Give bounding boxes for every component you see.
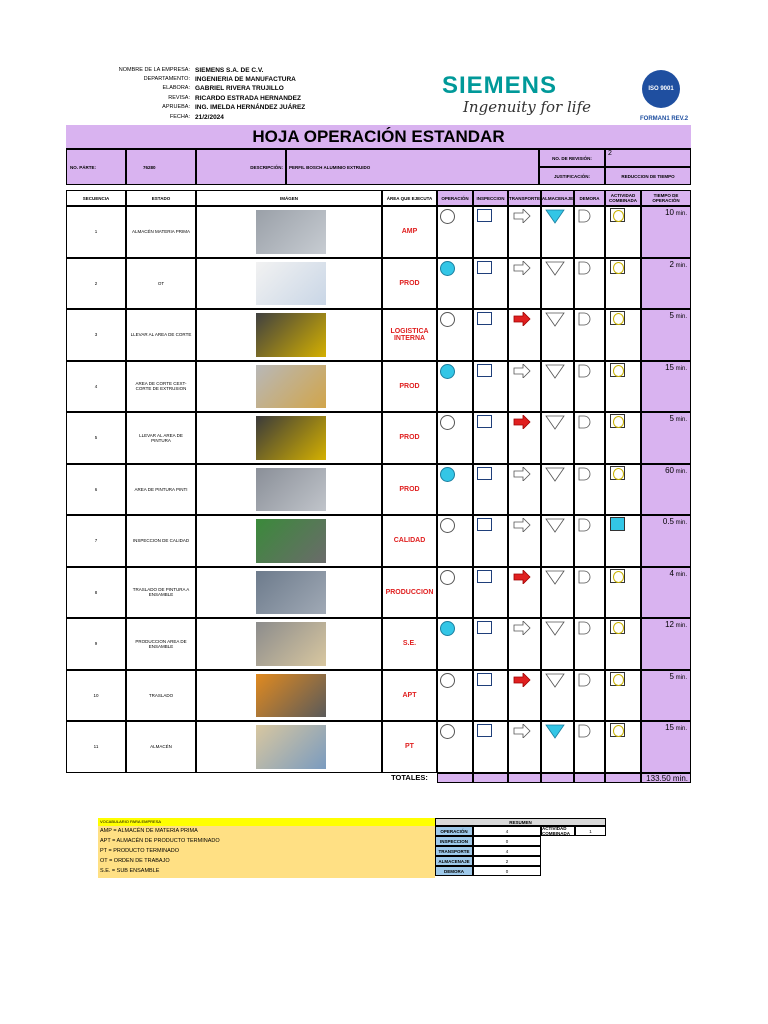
time-value: 5 [669, 671, 674, 681]
iso-badge-icon: ISO 9001 [642, 70, 680, 108]
combined-activity-icon [610, 672, 625, 686]
time-value: 0.5 [662, 517, 674, 526]
operation-circle-icon [440, 312, 455, 327]
summary-act-value: 1 [575, 826, 606, 836]
storage-triangle-icon [545, 261, 565, 276]
time-unit: min. [673, 623, 687, 629]
delay-d-icon [578, 724, 592, 738]
time-unit: min. [673, 211, 687, 217]
summary-value: 2 [473, 856, 541, 866]
page-title: HOJA OPERACIÓN ESTANDAR [66, 125, 691, 149]
summary-value: 4 [473, 846, 541, 856]
combined-activity-icon [610, 620, 625, 634]
area-text: PROD [399, 434, 420, 442]
storage-triangle-icon [545, 570, 565, 585]
time-value: 12 [665, 620, 674, 629]
estado-text: OT [157, 280, 165, 286]
inspection-square-icon [477, 621, 492, 634]
operation-image [256, 365, 326, 409]
combined-activity-icon [610, 517, 625, 531]
operation-time [643, 311, 687, 323]
time-unit: min. [673, 520, 687, 526]
combined-activity-inner [613, 725, 624, 737]
operation-image [256, 262, 326, 306]
aprueba-label: APRUEBA: [162, 104, 190, 110]
transport-arrow-icon [513, 364, 531, 378]
combined-activity-icon [610, 466, 625, 480]
time-value: 5 [669, 414, 674, 423]
time-unit: min. [673, 468, 687, 475]
delay-d-icon [578, 518, 592, 532]
storage-triangle-icon [545, 364, 565, 379]
summary-label: TRANSPORTE [435, 846, 473, 856]
elabora-value: GABRIEL RIVERA TRUJILLO [195, 85, 284, 92]
inspection-square-icon [477, 364, 492, 377]
column-header: TRANSPORTE [508, 190, 541, 206]
storage-triangle-icon [545, 467, 565, 482]
column-header: ACTIVIDAD COMBINADA [605, 190, 641, 206]
operation-circle-icon [440, 724, 455, 739]
no-parte-label: NO. PÁRTE: [66, 149, 126, 185]
totals-number: 133.50 [646, 773, 673, 783]
no-parte-value: 76280 [126, 149, 196, 185]
estado-text: TRASLADO DE PINTURA A ENSAMBLE [132, 587, 190, 598]
sequence-number: 8 [94, 589, 98, 595]
inspection-square-icon [477, 518, 492, 531]
fecha-value: 21/2/2024 [195, 114, 224, 121]
inspection-square-icon [477, 415, 492, 428]
operation-time [643, 414, 687, 426]
form-code: FORMAN1 REV.2 [640, 116, 689, 122]
storage-triangle-icon [545, 312, 565, 327]
inspection-square-icon [477, 467, 492, 480]
summary-heading: RESUMEN [435, 818, 606, 826]
combined-activity-inner [613, 468, 624, 480]
operation-image [256, 468, 326, 512]
time-unit: min. [673, 262, 687, 269]
delay-d-icon [578, 621, 592, 635]
estado-text: ALMACÉN [150, 744, 172, 750]
estado-text: LLEVAR AL AREA DE CORTE [130, 332, 192, 338]
delay-d-icon [578, 312, 592, 326]
totals-cell [574, 773, 605, 783]
sequence-number: 2 [94, 280, 98, 286]
operation-circle-icon [440, 673, 455, 688]
delay-d-icon [578, 415, 592, 429]
sequence-number: 11 [93, 744, 99, 750]
company-label: NOMBRE DE LA EMPRESA: [118, 67, 190, 73]
area-text: AMP [401, 228, 418, 236]
fecha-label: FECHA: [169, 114, 190, 120]
column-header: SECUENCIA [66, 190, 126, 206]
totals-cell [473, 773, 508, 783]
transport-arrow-icon [513, 415, 531, 429]
operation-circle-icon [440, 261, 455, 276]
delay-d-icon [578, 261, 592, 275]
column-header: ESTADO [126, 190, 196, 206]
legend-item: APT = ALMACÉN DE PRODUCTO TERMINADO [100, 838, 220, 844]
delay-d-icon [578, 570, 592, 584]
transport-arrow-icon [513, 724, 531, 738]
revision-value: 2 [605, 149, 691, 167]
transport-arrow-icon [513, 621, 531, 635]
storage-triangle-icon [545, 209, 565, 224]
combined-activity-inner [613, 571, 624, 583]
elabora-label: ELABORA: [162, 85, 190, 91]
legend-item: S.E. = SUB ENSAMBLE [100, 868, 160, 874]
estado-text: AREA DE PINTURA PINTI [134, 486, 188, 492]
sequence-number: 4 [94, 383, 98, 389]
time-value: 2 [669, 259, 674, 269]
operation-circle-icon [440, 209, 455, 224]
column-header: TIEMPO DE OPERACIÓN [641, 190, 691, 206]
combined-activity-inner [613, 210, 624, 222]
column-header: IMÁGEN [196, 190, 382, 206]
summary-label: DEMORA [435, 866, 473, 876]
area-text: APT [402, 691, 417, 699]
totals-label: TOTALES: [391, 772, 428, 782]
transport-arrow-icon [513, 209, 531, 223]
sequence-number: 9 [94, 641, 98, 647]
summary-value: 0 [473, 836, 541, 846]
time-unit: min. [673, 571, 687, 578]
area-text: S.E. [402, 640, 417, 648]
totals-cell [437, 773, 473, 783]
combined-activity-icon [610, 723, 625, 737]
combined-activity-inner [613, 365, 624, 377]
inspection-square-icon [477, 312, 492, 325]
legend-heading: VOCABULARIO PARA EMPRESA [98, 818, 435, 826]
summary-label: ALMACENAJE [435, 856, 473, 866]
revisa-value: RICARDO ESTRADA HERNANDEZ [195, 95, 301, 102]
combined-activity-icon [610, 569, 625, 583]
operation-image [256, 210, 326, 254]
column-header: OPERACIÓN [437, 190, 473, 206]
delay-d-icon [578, 209, 592, 223]
inspection-square-icon [477, 570, 492, 583]
combined-activity-icon [610, 311, 625, 325]
operation-image [256, 519, 326, 563]
revisa-label: REVISA: [168, 95, 190, 101]
time-value: 5 [669, 311, 674, 320]
time-value: 15 [665, 362, 674, 372]
column-header: INSPECCION [473, 190, 508, 206]
operation-time [643, 672, 687, 684]
time-unit: min. [673, 365, 687, 372]
descripcion-value: PERFIL BOSCH ALUMINIO EXTRUIDO [286, 149, 539, 185]
storage-triangle-icon [545, 673, 565, 688]
aprueba-value: ING. IMELDA HERNÁNDEZ JUÁREZ [195, 104, 306, 111]
transport-arrow-icon [513, 312, 531, 326]
totals-cell [605, 773, 641, 783]
operation-circle-icon [440, 518, 455, 533]
time-unit: min. [673, 674, 687, 681]
department-value: INGENIERIA DE MANUFACTURA [195, 76, 296, 83]
estado-text: TRASLADO [148, 692, 174, 698]
sequence-number: 1 [94, 229, 98, 235]
operation-time [643, 517, 687, 529]
sequence-number: 3 [94, 332, 98, 338]
time-value: 60 [665, 465, 674, 475]
estado-text: AREA DE CORTE CEXT- CORTE DE EXTRUSION [135, 381, 187, 392]
operation-time [643, 260, 687, 272]
justificacion-label: JUSTIFICACIÓN: [539, 167, 605, 185]
vocabulary-legend [98, 818, 435, 878]
operation-circle-icon [440, 570, 455, 585]
operation-time [643, 569, 687, 581]
operation-image [256, 622, 326, 666]
operation-circle-icon [440, 364, 455, 379]
operation-circle-icon [440, 415, 455, 430]
sequence-number: 6 [94, 486, 98, 492]
time-unit: min. [673, 417, 687, 423]
combined-activity-inner [613, 262, 624, 274]
operation-time [643, 466, 687, 478]
delay-d-icon [578, 364, 592, 378]
combined-activity-inner [613, 313, 624, 325]
totals-value [641, 773, 691, 783]
inspection-square-icon [477, 261, 492, 274]
combined-activity-inner [613, 622, 624, 634]
sequence-number: 5 [94, 435, 98, 441]
inspection-square-icon [477, 724, 492, 737]
operation-time [643, 723, 687, 735]
area-text: PROD [399, 485, 420, 493]
time-unit: min. [673, 726, 687, 732]
totals-cell [508, 773, 541, 783]
operation-circle-icon [440, 621, 455, 636]
operation-time [643, 363, 687, 375]
storage-triangle-icon [545, 724, 565, 739]
sequence-number: 10 [93, 692, 99, 698]
estado-text: PRODUCCION AREA DE ENSAMBLE [135, 638, 187, 649]
department-label: DEPARTAMENTO: [143, 76, 190, 82]
descripcion-label: DESCRIPCIÓN: [196, 149, 286, 185]
summary-value: 0 [473, 866, 541, 876]
area-text: PT [405, 743, 414, 751]
operation-image [256, 725, 326, 769]
summary-act-label: ACTIVIDAD COMBINADA [541, 826, 575, 836]
operation-image [256, 674, 326, 718]
inspection-square-icon [477, 673, 492, 686]
combined-activity-inner [613, 416, 624, 428]
estado-text: LLEVAR AL AREA DE PINTURA [139, 432, 183, 443]
storage-triangle-icon [545, 415, 565, 430]
combined-activity-icon [610, 208, 625, 222]
storage-triangle-icon [545, 621, 565, 636]
legend-item: AMP = ALMACÉN DE MATERIA PRIMA [100, 828, 198, 834]
legend-item: OT = ORDEN DE TRABAJO [100, 858, 170, 864]
brand-slogan: Ingenuity for life [463, 98, 591, 116]
area-text: PROD [399, 279, 420, 287]
summary-label: INSPECCION [435, 836, 473, 846]
transport-arrow-icon [513, 261, 531, 275]
transport-arrow-icon [513, 467, 531, 481]
totals-unit: min. [672, 773, 688, 783]
justificacion-value: REDUCCION DE TIEMPO [605, 167, 691, 185]
delay-d-icon [578, 673, 592, 687]
column-header: ÁREA QUE EJECUTA [382, 190, 437, 206]
area-text: PROD [399, 382, 420, 390]
area-text: CALIDAD [393, 537, 426, 545]
inspection-square-icon [477, 209, 492, 222]
column-header: DEMORA [574, 190, 605, 206]
time-value: 10 [665, 208, 674, 217]
company-value: SIEMENS S.A. DE C.V. [195, 67, 264, 74]
area-text: LOGISTICA INTERNA [390, 327, 429, 342]
transport-arrow-icon [513, 673, 531, 687]
transport-arrow-icon [513, 518, 531, 532]
combined-activity-inner [613, 674, 624, 686]
time-value: 4 [669, 568, 674, 578]
combined-activity-icon [610, 260, 625, 274]
totals-cell [541, 773, 574, 783]
sequence-number: 7 [94, 538, 98, 544]
storage-triangle-icon [545, 518, 565, 533]
revision-label: NO. DE REVISIÓN: [539, 149, 605, 167]
operation-time [643, 620, 687, 632]
transport-arrow-icon [513, 570, 531, 584]
summary-value: 4 [473, 826, 541, 836]
siemens-logo: SIEMENS [442, 72, 558, 99]
column-header: ALMACENAJE [541, 190, 574, 206]
operation-image [256, 416, 326, 460]
combined-activity-icon [610, 414, 625, 428]
operation-image [256, 571, 326, 615]
area-text: PRODUCCION [385, 588, 434, 596]
time-value: 15 [665, 723, 674, 732]
legend-item: PT = PRODUCTO TERMINADO [100, 848, 179, 854]
operation-image [256, 313, 326, 357]
estado-text: INSPECCION DE CALIDAD [132, 538, 190, 544]
operation-circle-icon [440, 467, 455, 482]
combined-activity-icon [610, 363, 625, 377]
time-unit: min. [673, 314, 687, 320]
estado-text: ALMACÉN MATERIA PRIMA [132, 229, 190, 235]
summary-label: OPERACIÓN [435, 826, 473, 836]
delay-d-icon [578, 467, 592, 481]
operation-time [643, 208, 687, 220]
